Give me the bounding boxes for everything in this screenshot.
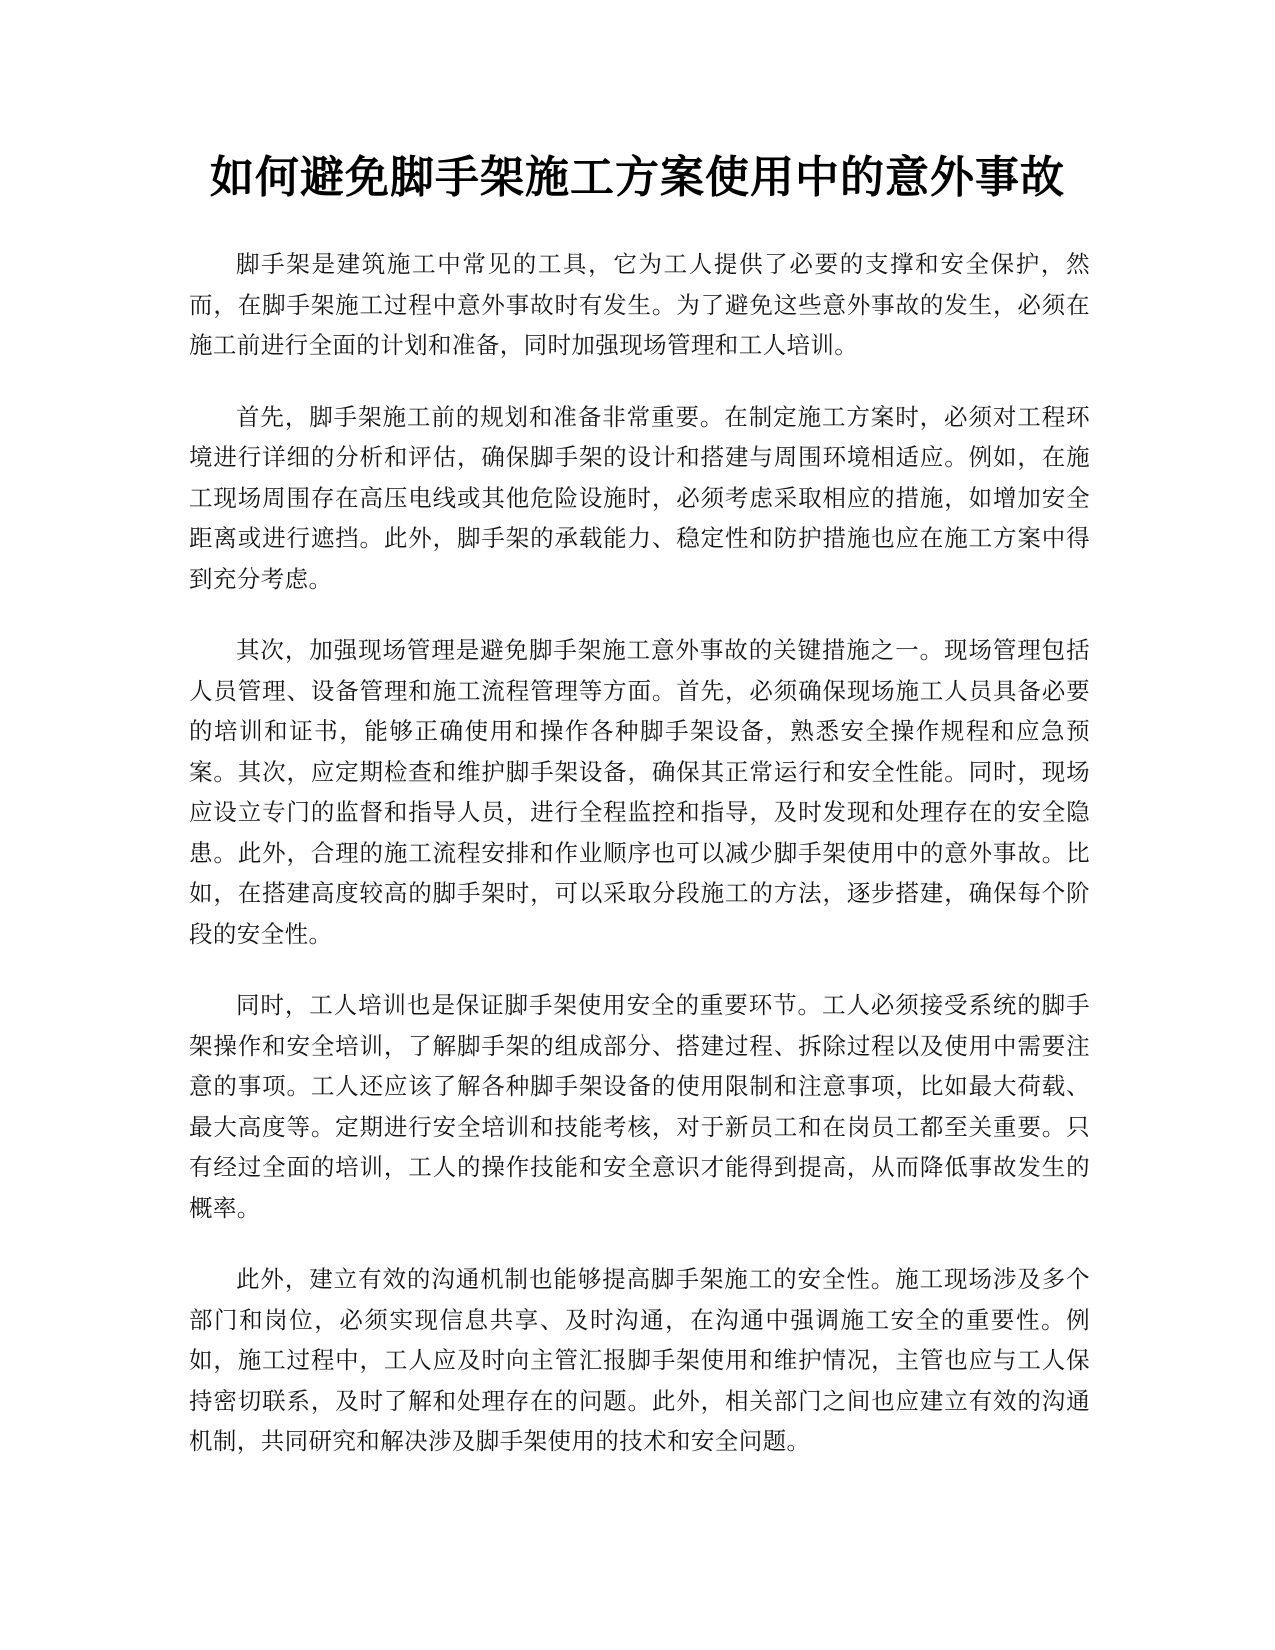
document-body <box>189 244 1090 1493</box>
paragraph-communication: 此外，建立有效的沟通机制也能够提高脚手架施工的安全性。施工现场涉及多个部门和岗位，必须实现信息共享、及时沟通，在沟通中强调施工安全的重要性。例如，施工过程中，工人应及时向主管汇报脚手架使用和维护情况，主管也应与工人保持密切联系，及时了解和处理存在的问题。此外，相关部门之间也应建立有效的沟通机制，共同研究和解决涉及脚手架使用的技术和安全问题。 <box>189 1265 1090 1455</box>
paragraph-intro: 脚手架是建筑施工中常见的工具，它为工人提供了必要的支撑和安全保护，然而，在脚手架施工过程中意外事故时有发生。为了避免这些意外事故的发生，必须在施工前进行全面的计划和准备，同时加强现场管理和工人培训。 <box>189 250 1090 359</box>
paragraph-worker-training: 同时，工人培训也是保证脚手架使用安全的重要环节。工人必须接受系统的脚手架操作和安全培训，了解脚手架的组成部分、搭建过程、拆除过程以及使用中需要注意的事项。工人还应该了解各种脚手架设备的使用限制和注意事项，比如最大荷载、最大高度等。定期进行安全培训和技能考核，对于新员工和在岗员工都至关重要。只有经过全面的培训，工人的操作技能和安全意识才能得到提高，从而降低事故发生的概率。 <box>189 991 1090 1222</box>
paragraph-planning: 首先，脚手架施工前的规划和准备非常重要。在制定施工方案时，必须对工程环境进行详细的分析和评估，确保脚手架的设计和搭建与周围环境相适应。例如，在施工现场周围存在高压电线或其他危险设施时，必须考虑采取相应的措施，如增加安全距离或进行遮挡。此外，脚手架的承载能力、稳定性和防护措施也应在施工方案中得到充分考虑。 <box>189 402 1090 593</box>
paragraph-site-management: 其次，加强现场管理是避免脚手架施工意外事故的关键措施之一。现场管理包括人员管理、设备管理和施工流程管理等方面。首先，必须确保现场施工人员具备必要的培训和证书，能够正确使用和操作各种脚手架设备，熟悉安全操作规程和应急预案。其次，应定期检查和维护脚手架设备，确保其正常运行和安全性能。同时，现场应设立专门的监督和指导人员，进行全程监控和指导，及时发现和处理存在的安全隐患。此外，合理的施工流程安排和作业顺序也可以减少脚手架使用中的意外事故。比如，在搭建高度较高的脚手架时，可以采取分段施工的方法，逐步搭建，确保每个阶段的安全性。 <box>189 636 1090 948</box>
document-title: 如何避免脚手架施工方案使用中的意外事故 <box>210 152 1065 203</box>
